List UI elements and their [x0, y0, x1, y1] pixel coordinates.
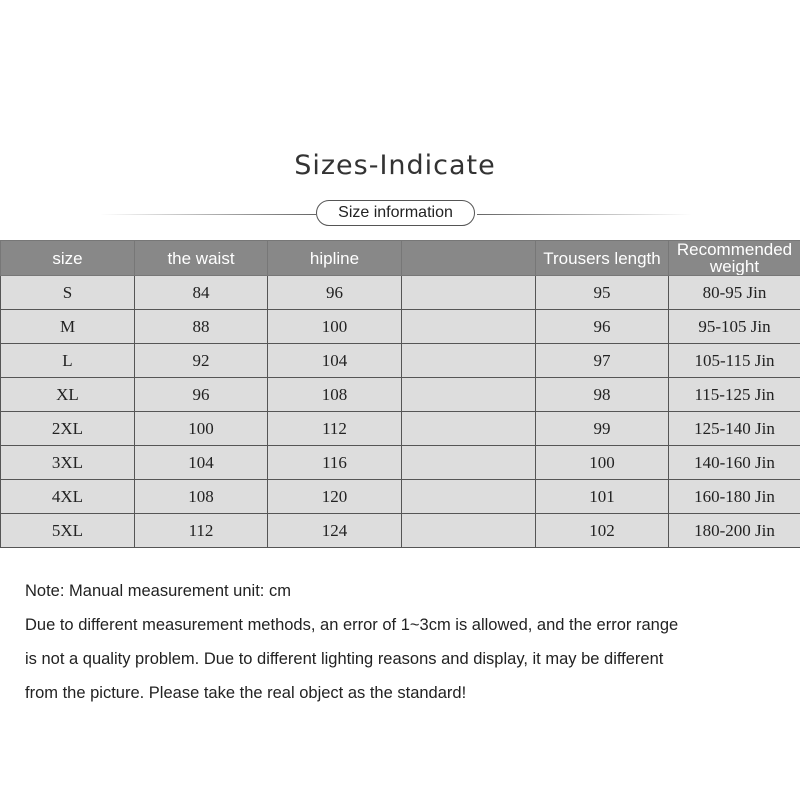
header-trousers-length: Trousers length [536, 241, 669, 276]
cell-size: L [1, 344, 135, 378]
cell-waist: 84 [135, 276, 268, 310]
cell-size: XL [1, 378, 135, 412]
cell-trousers-length: 97 [536, 344, 669, 378]
cell-weight: 95-105 Jin [669, 310, 800, 344]
table-row [1, 480, 800, 514]
table-row [1, 446, 800, 480]
table-row [1, 514, 800, 548]
cell-hipline: 108 [268, 378, 402, 412]
cell-size: S [1, 276, 135, 310]
cell-hipline: 116 [268, 446, 402, 480]
cell-waist: 96 [135, 378, 268, 412]
divider-right [477, 214, 692, 215]
header-hipline: hipline [268, 241, 402, 276]
cell-empty [402, 344, 536, 378]
cell-waist: 104 [135, 446, 268, 480]
cell-empty [402, 412, 536, 446]
cell-hipline: 124 [268, 514, 402, 548]
cell-waist: 108 [135, 480, 268, 514]
cell-trousers-length: 99 [536, 412, 669, 446]
cell-weight: 80-95 Jin [669, 276, 800, 310]
cell-size: 3XL [1, 446, 135, 480]
cell-weight: 115-125 Jin [669, 378, 800, 412]
header-size: size [1, 241, 135, 276]
header-empty [402, 241, 536, 276]
cell-size: 2XL [1, 412, 135, 446]
note-line: Note: Manual measurement unit: cm [25, 582, 291, 600]
table-row [1, 412, 800, 446]
note-line: Due to different measurement methods, an error of 1~3cm is allowed, and the error range [25, 616, 679, 634]
cell-trousers-length: 101 [536, 480, 669, 514]
note-line: from the picture. Please take the real object as the standard! [25, 684, 467, 702]
size-information-badge: Size information [316, 200, 475, 226]
cell-trousers-length: 98 [536, 378, 669, 412]
cell-waist: 88 [135, 310, 268, 344]
cell-weight: 125-140 Jin [669, 412, 800, 446]
cell-hipline: 112 [268, 412, 402, 446]
cell-trousers-length: 95 [536, 276, 669, 310]
table-header-row [1, 241, 800, 276]
measurement-note [25, 574, 785, 710]
table-row [1, 310, 800, 344]
cell-empty [402, 378, 536, 412]
note-line: is not a quality problem. Due to different lighting reasons and display, it may be different [25, 650, 664, 668]
cell-waist: 112 [135, 514, 268, 548]
size-table [0, 240, 800, 548]
cell-empty [402, 480, 536, 514]
cell-trousers-length: 96 [536, 310, 669, 344]
cell-empty [402, 276, 536, 310]
page-title: Sizes-Indicate [294, 150, 496, 181]
cell-hipline: 120 [268, 480, 402, 514]
cell-empty [402, 514, 536, 548]
table-row [1, 378, 800, 412]
cell-waist: 100 [135, 412, 268, 446]
header-waist: the waist [135, 241, 268, 276]
cell-trousers-length: 100 [536, 446, 669, 480]
cell-waist: 92 [135, 344, 268, 378]
header-recommended-weight: Recommended weight [669, 241, 800, 276]
cell-empty [402, 310, 536, 344]
cell-hipline: 104 [268, 344, 402, 378]
cell-hipline: 96 [268, 276, 402, 310]
cell-trousers-length: 102 [536, 514, 669, 548]
cell-size: M [1, 310, 135, 344]
cell-size: 4XL [1, 480, 135, 514]
divider-left [100, 214, 316, 215]
table-row [1, 344, 800, 378]
cell-weight: 160-180 Jin [669, 480, 800, 514]
cell-hipline: 100 [268, 310, 402, 344]
table-row [1, 276, 800, 310]
cell-weight: 180-200 Jin [669, 514, 800, 548]
cell-weight: 105-115 Jin [669, 344, 800, 378]
cell-empty [402, 446, 536, 480]
cell-size: 5XL [1, 514, 135, 548]
cell-weight: 140-160 Jin [669, 446, 800, 480]
